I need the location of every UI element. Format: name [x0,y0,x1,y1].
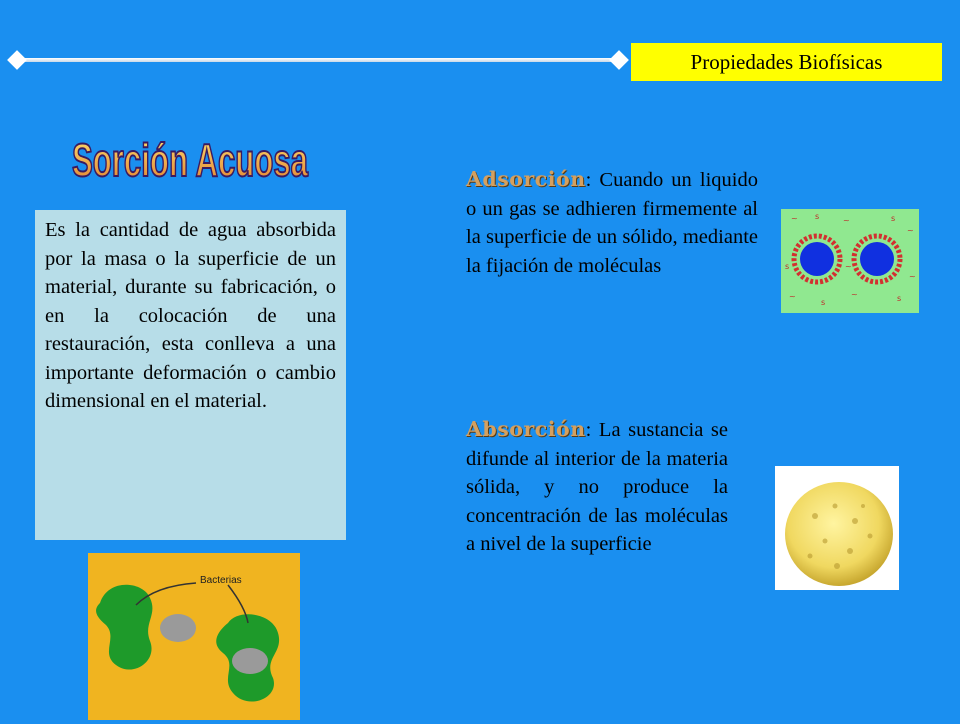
svg-text:s: s [821,298,826,307]
adsorcion-colon: : [585,169,592,191]
adsorcion-term: Adsorción [466,167,586,191]
absorcion-colon: : [585,419,592,441]
rule-end-right [609,50,629,70]
bacteria-diagram [88,553,300,720]
absorcion-paragraph [466,415,728,559]
svg-text:~: ~ [907,226,914,235]
svg-text:~: ~ [909,272,916,281]
svg-text:~: ~ [789,292,796,301]
adsorption-illustration [781,209,919,313]
decorative-rule [14,58,622,62]
svg-text:~: ~ [851,290,858,299]
svg-text:s: s [815,212,820,221]
svg-text:~: ~ [791,214,798,223]
sponge-image [775,466,899,590]
section-badge: Propiedades Biofísicas [631,43,942,81]
absorcion-text: La sustancia se difunde al interior de la materia sólida, y no produce la concentración de las moléculas a nivel de la superficie [466,419,728,555]
svg-text:s: s [785,262,790,271]
bacteria-label: Bacterias [200,575,242,586]
adsorcion-paragraph [466,165,758,280]
svg-text:s: s [897,294,902,303]
absorcion-term: Absorción [466,417,586,441]
slide-title-text: Sorción Acuosa [72,134,309,186]
slide-title [60,118,320,198]
rule-end-left [7,50,27,70]
definition-text: Es la cantidad de agua absorbida por la masa o la superficie de un material, durante su fabricación, o en la colocación de una restauración, esta conlleva a una importante deformación o cambio dimensional en el material. [45,219,336,412]
svg-text:s: s [891,214,896,223]
adsorcion-text: Cuando un liquido o un gas se adhieren firmemente al la superficie de un sólido, mediante la fijación de moléculas [466,169,758,277]
svg-text:~: ~ [843,216,850,225]
svg-text:~: ~ [845,262,852,271]
definition-box [35,210,346,540]
